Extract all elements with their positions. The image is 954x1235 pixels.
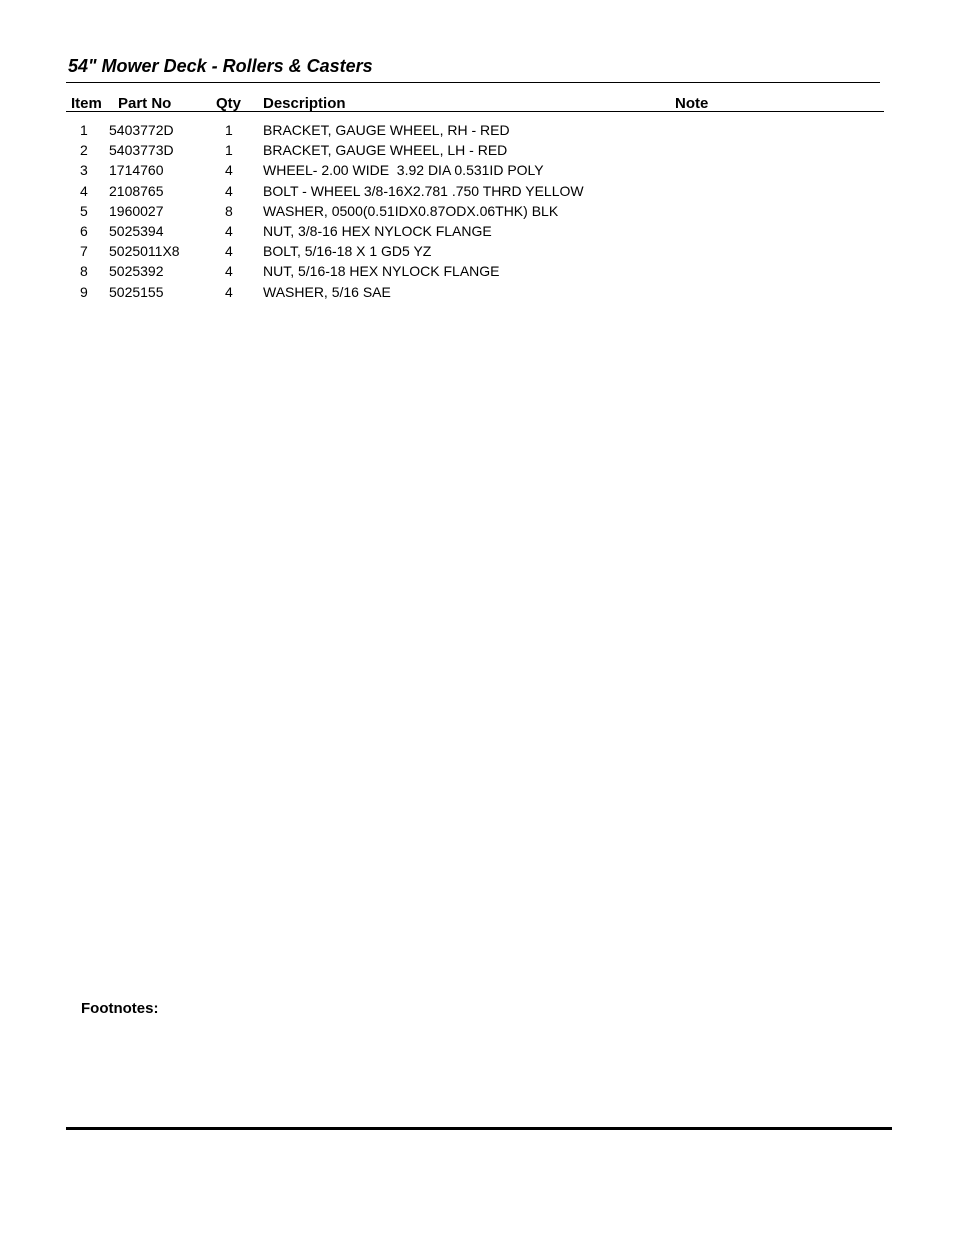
part-number: 5403772D	[109, 122, 174, 138]
quantity: 8	[225, 202, 233, 219]
quantity: 1	[225, 142, 233, 159]
table-row	[0, 140, 954, 160]
parts-rows	[0, 120, 954, 302]
column-header-item: Item	[71, 95, 102, 112]
table-row	[0, 160, 954, 180]
part-number: 5025394	[109, 222, 164, 239]
column-header-part-no: Part No	[118, 95, 172, 112]
description: BRACKET, GAUGE WHEEL, LH - RED	[263, 142, 508, 159]
column-header-qty: Qty	[216, 95, 242, 112]
quantity: 4	[225, 222, 233, 239]
part-number: 5025155	[109, 283, 164, 300]
item-number: 5	[80, 202, 88, 219]
table-row	[0, 241, 954, 261]
table-row	[0, 261, 954, 281]
table-row	[0, 221, 954, 241]
table-row	[0, 282, 954, 302]
quantity: 4	[225, 162, 233, 179]
quantity: 1	[225, 122, 233, 138]
item-number: 8	[80, 263, 88, 280]
part-number: 1714760	[109, 162, 164, 179]
part-number: 1960027	[109, 202, 164, 219]
description: BRACKET, GAUGE WHEEL, RH - RED	[263, 122, 510, 138]
quantity: 4	[225, 182, 233, 199]
table-row	[0, 201, 954, 221]
item-number: 7	[80, 243, 88, 260]
quantity: 4	[225, 283, 233, 300]
column-header-note: Note	[675, 95, 709, 112]
part-number: 5025011X8	[109, 243, 180, 260]
description: WHEEL- 2.00 WIDE 3.92 DIA 0.531ID POLY	[263, 162, 544, 179]
table-row	[0, 181, 954, 201]
description: WASHER, 5/16 SAE	[263, 283, 391, 300]
item-number: 9	[80, 283, 88, 300]
part-number: 5025392	[109, 263, 164, 280]
header-divider	[66, 111, 884, 112]
title-divider	[66, 82, 880, 83]
item-number: 2	[80, 142, 88, 159]
part-number: 5403773D	[109, 142, 174, 159]
description: BOLT - WHEEL 3/8-16X2.781 .750 THRD YELLOW	[263, 182, 584, 199]
description: WASHER, 0500(0.51IDX0.87ODX.06THK) BLK	[263, 202, 559, 219]
footer-divider	[66, 1127, 892, 1130]
table-row	[0, 120, 954, 140]
part-number: 2108765	[109, 182, 164, 199]
item-number: 4	[80, 182, 88, 199]
page-title: 54" Mower Deck - Rollers & Casters	[68, 56, 373, 76]
item-number: 1	[80, 122, 88, 138]
description: NUT, 5/16-18 HEX NYLOCK FLANGE	[263, 263, 500, 280]
quantity: 4	[225, 263, 233, 280]
footnotes-label: Footnotes:	[81, 1000, 159, 1017]
item-number: 3	[80, 162, 88, 179]
column-header-description: Description	[263, 95, 346, 112]
description: BOLT, 5/16-18 X 1 GD5 YZ	[263, 243, 432, 260]
quantity: 4	[225, 243, 233, 260]
description: NUT, 3/8-16 HEX NYLOCK FLANGE	[263, 222, 492, 239]
item-number: 6	[80, 222, 88, 239]
